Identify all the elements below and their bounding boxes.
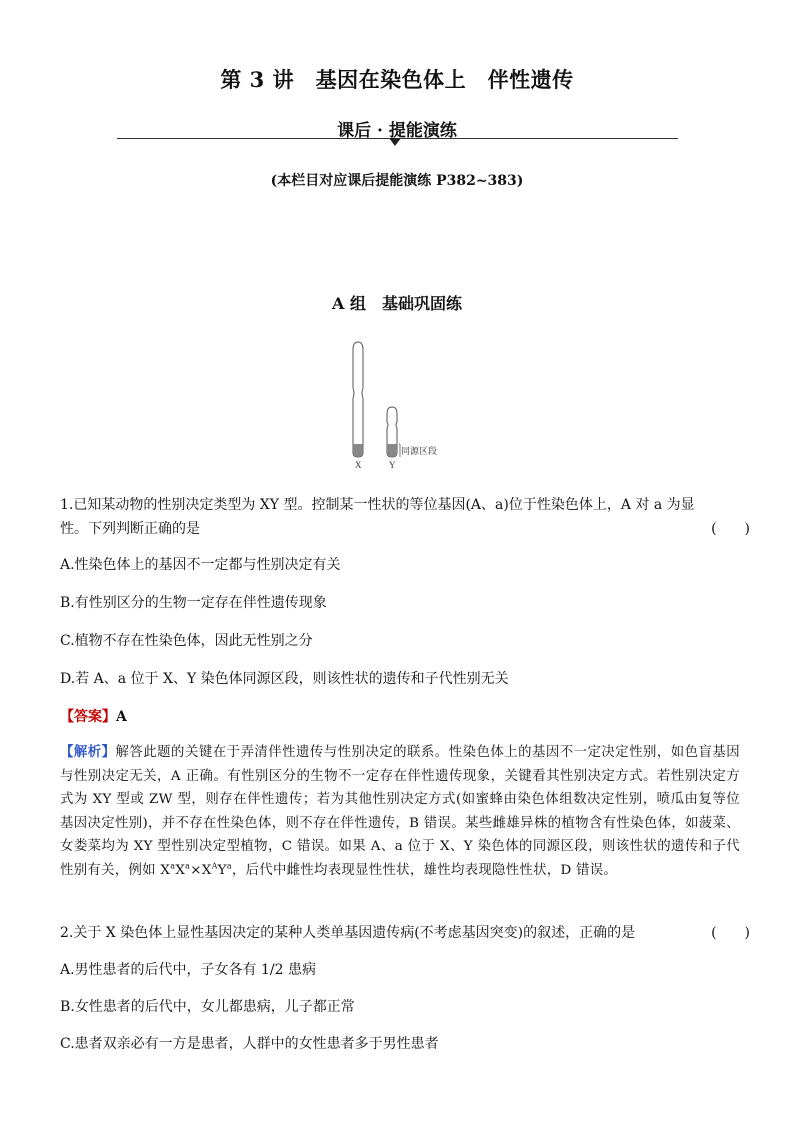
question-2-stem: 2.关于 X 染色体上显性基因决定的某种人类单基因遗传病(不考虑基因突变)的叙述，正确的是: [60, 925, 636, 941]
homologous-region-label: 同源区段: [401, 447, 438, 457]
genotype-mid-1: X: [175, 862, 186, 878]
x-label: X: [355, 460, 362, 470]
page-reference-note: (本栏目对应课后提能演练 P382~383): [270, 173, 524, 189]
question-2-option-c: C.患者双亲必有一方是患者，人群中的女性患者多于男性患者: [60, 1036, 439, 1052]
answer-tag: 【答案】: [60, 709, 116, 725]
chromosome-diagram-svg: [340, 336, 470, 476]
chromosome-diagram: [340, 336, 470, 476]
question-1-option-b: B.有性别区分的生物一定存在伴性遗传现象: [60, 595, 327, 611]
genotype-sup-3: A: [211, 861, 218, 871]
genotype-mid-3: Y: [217, 862, 227, 878]
x-chromosome: [353, 342, 363, 457]
question-1-stem-line2: 性。下列判断正确的是: [60, 521, 200, 537]
y-label: Y: [389, 460, 396, 470]
question-2-option-a: A.男性患者的后代中，子女各有 1/2 患病: [60, 962, 316, 978]
answer-value: A: [116, 709, 127, 725]
genotype-mid-2: ×X: [190, 862, 212, 878]
analysis-text-part1: 解答此题的关键在于弄清伴性遗传与性别决定的联系。性染色体上的基因不一定决定性别，如色盲基因与性别决定无关，A 正确。有性别区分的生物不一定存在伴性遗传现象，关键看其性别决定方式。若性别决定方式为 XY 型或 ZW 型，则存在伴性遗传；若为其他性别决定方式(如蜜蜂由染色体组数决定性别，喷瓜由复等位基因决定性别)，并不存在性染色体，则不存在伴性遗传，B 错误。某些雌雄异株的植物含有性染色体，如菠菜、女娄菜均为 XY 型性别决定型植物，C 错误。如果 A、a 位于 X、Y 染色体的同源区段，则该性状的遗传和子代性别有关，例如 X: [60, 745, 740, 878]
group-heading: A 组 基础巩固练: [332, 294, 462, 313]
question-1-stem-line2-row: [60, 517, 750, 541]
genotype-sup-4: a: [226, 861, 232, 871]
genotype-sup-1: a: [170, 861, 176, 871]
divider-triangle-icon: [389, 138, 401, 146]
question-2-answer-parens: ( ): [711, 925, 750, 941]
question-1-analysis: [60, 741, 740, 882]
question-1-option-a: A.性染色体上的基因不一定都与性别决定有关: [60, 557, 341, 573]
question-1-answer-parens: ( ): [711, 521, 750, 537]
analysis-text-part2: ，后代中雌性均表现显性性状，雄性均表现隐性性状，D 错误。: [231, 862, 618, 878]
y-homologous-segment: [387, 444, 397, 457]
question-1-stem-line1: 1.已知某动物的性别决定类型为 XY 型。控制某一性状的等位基因(A、a)位于性染色体上，A 对 a 为显: [60, 497, 695, 513]
question-1-option-d: D.若 A、a 位于 X、Y 染色体同源区段，则该性状的遗传和子代性别无关: [60, 671, 509, 687]
question-1-option-c: C.植物不存在性染色体，因此无性别之分: [60, 633, 313, 649]
genotype-sup-2: a: [185, 861, 191, 871]
section-subtitle: 课后 · 提能演练: [337, 121, 457, 141]
question-2-stem-row: [60, 921, 750, 945]
question-2-option-b: B.女性患者的后代中，女儿都患病，儿子都正常: [60, 999, 355, 1015]
question-1-answer: [60, 705, 127, 729]
x-homologous-segment: [353, 444, 363, 457]
page-title: 第 3 讲 基因在染色体上 伴性遗传: [220, 67, 574, 92]
analysis-tag: 【解析】: [60, 744, 116, 760]
